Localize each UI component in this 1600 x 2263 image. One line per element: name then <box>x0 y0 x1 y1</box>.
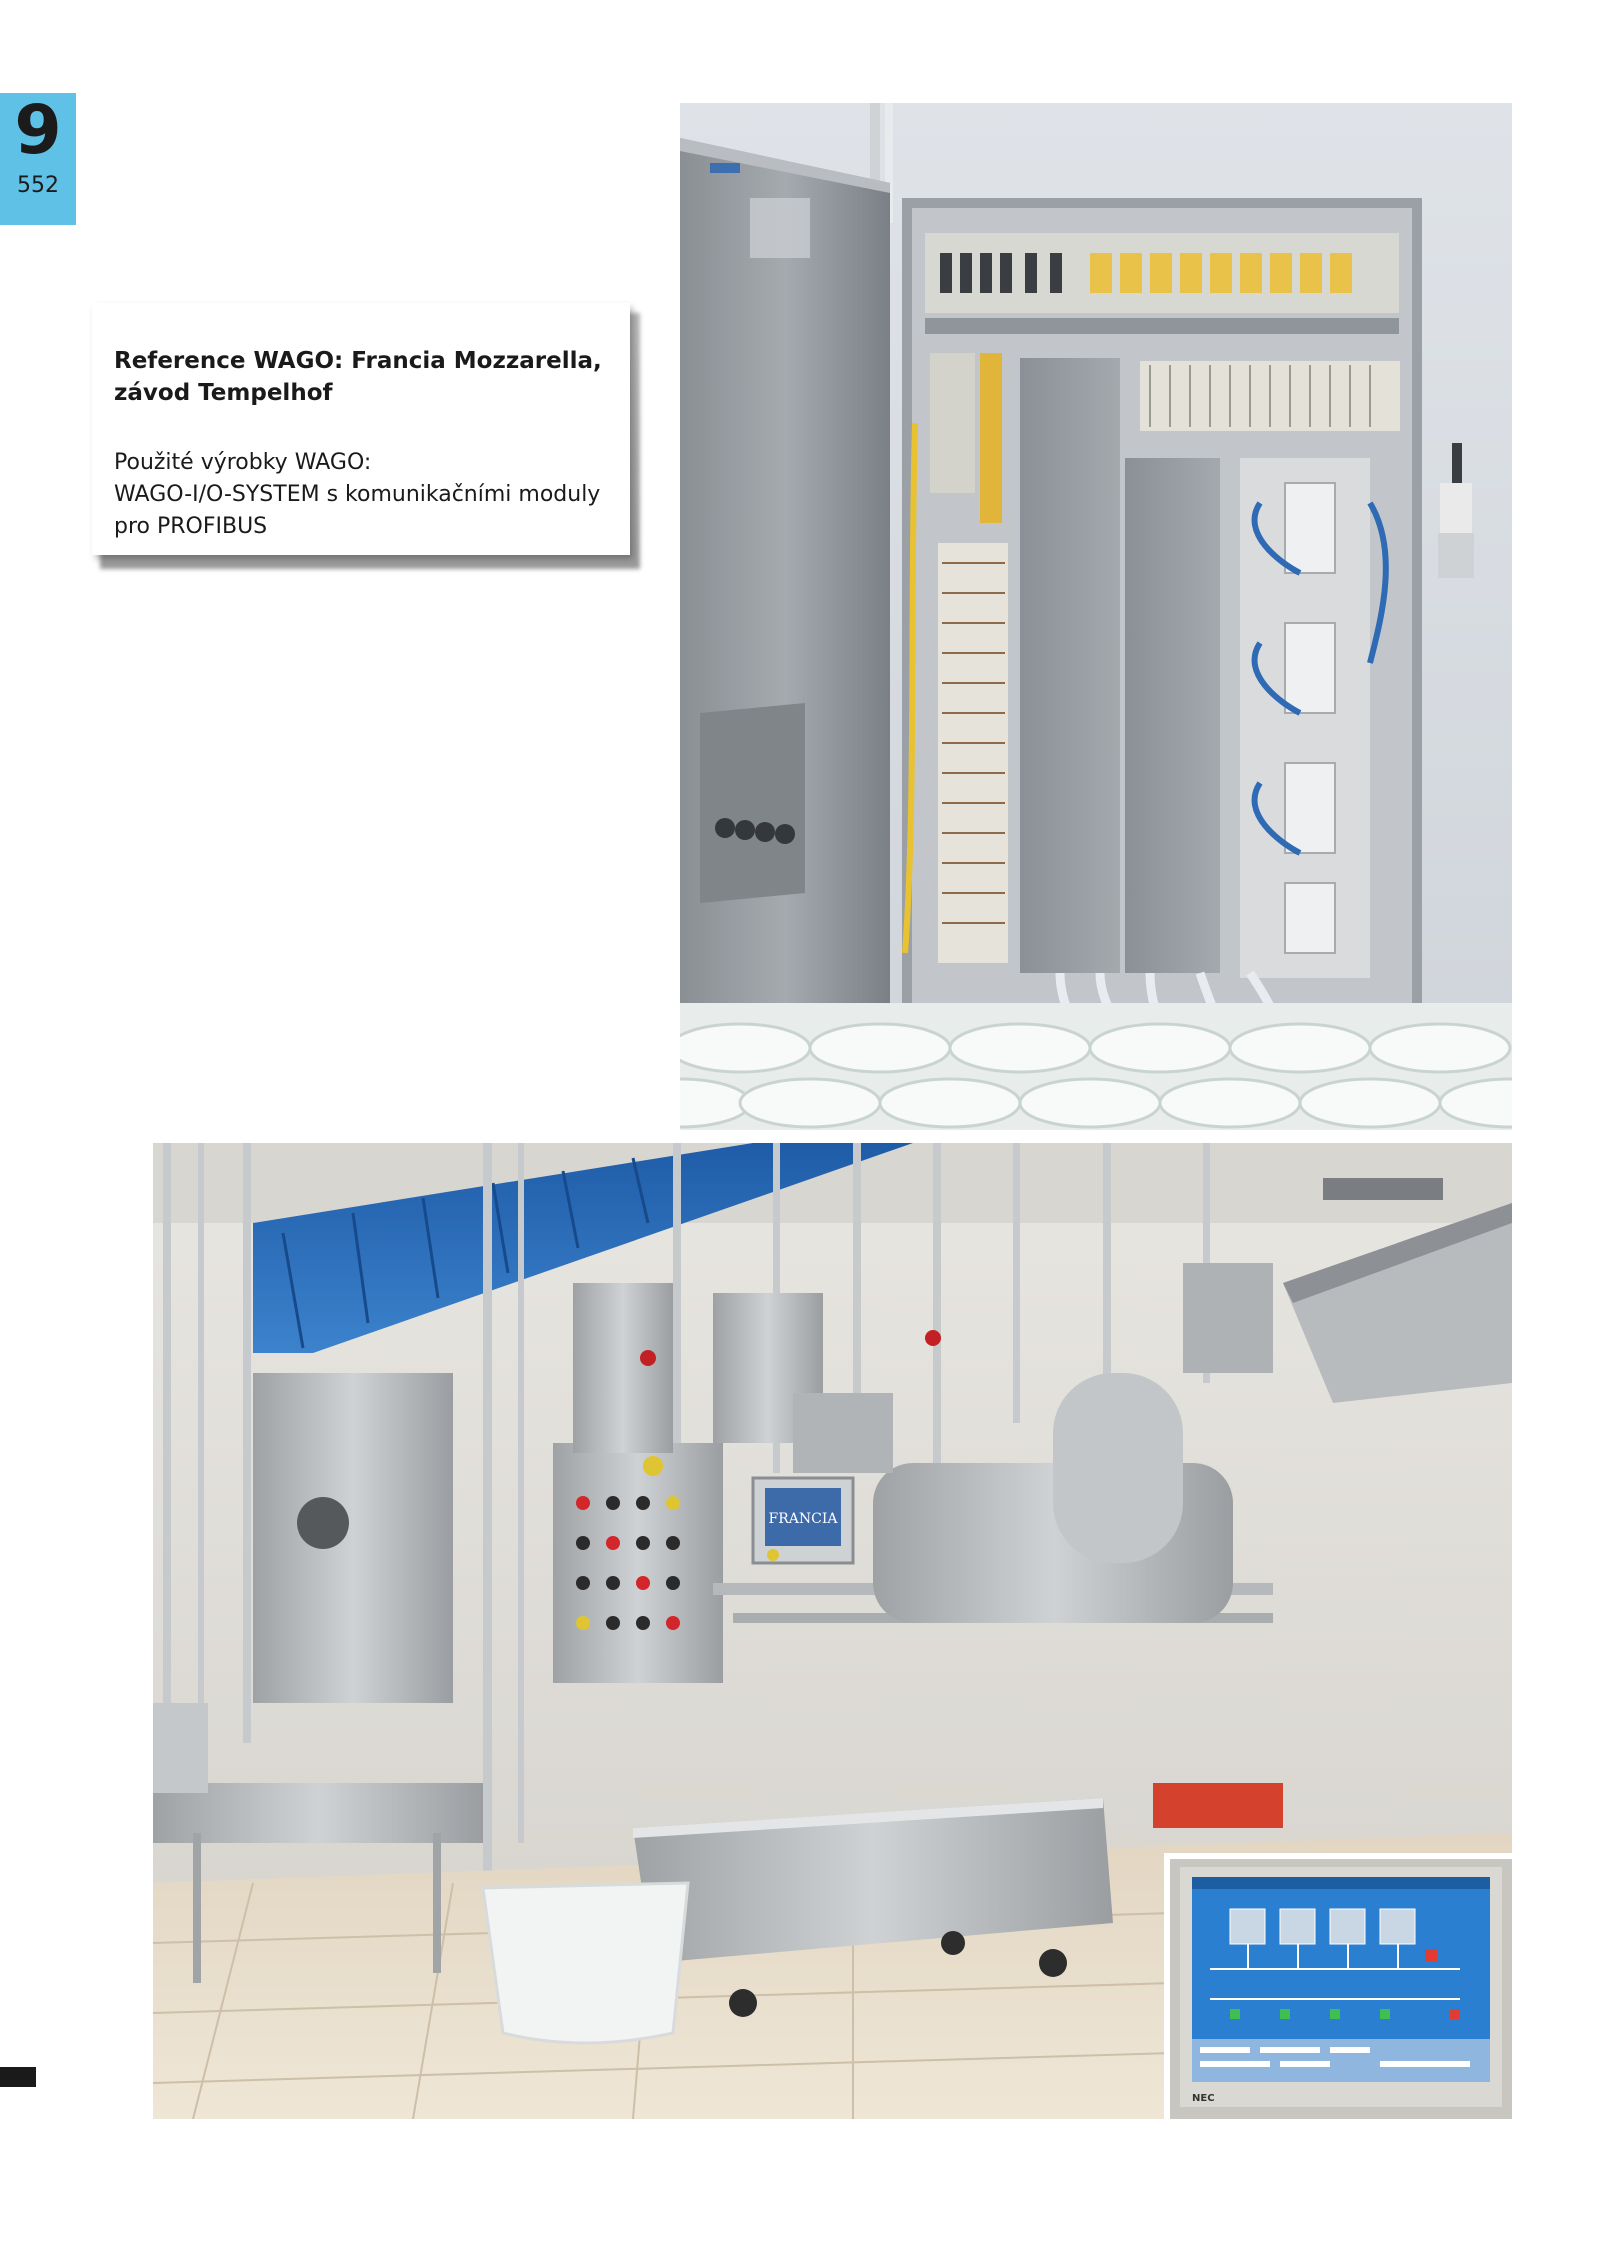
caption-body-line-1: Použité výrobky WAGO: <box>114 450 372 475</box>
caption-body-line-3: pro PROFIBUS <box>114 514 268 539</box>
scada-monitor-illustration <box>1170 1859 1512 2119</box>
control-cabinet-photo <box>680 103 1512 1130</box>
page-edge-marker <box>0 2067 36 2087</box>
caption-body-line-2: WAGO-I/O-SYSTEM s komunikačními moduly <box>114 482 601 507</box>
caption-title-line-1: Reference WAGO: Francia Mozzarella, <box>114 348 602 374</box>
control-cabinet-illustration <box>680 103 1512 1130</box>
caption-title-line-2: závod Tempelhof <box>114 380 333 406</box>
chapter-number: 9 <box>14 91 62 170</box>
scada-monitor-photo <box>1164 1853 1512 2119</box>
francia-logo: FRANCIA <box>768 1511 838 1527</box>
caption-title <box>114 345 614 409</box>
chapter-tab <box>0 93 76 225</box>
page-number: 552 <box>17 173 59 198</box>
caption-body <box>114 447 624 543</box>
nec-logo: NEC <box>1192 2093 1215 2104</box>
